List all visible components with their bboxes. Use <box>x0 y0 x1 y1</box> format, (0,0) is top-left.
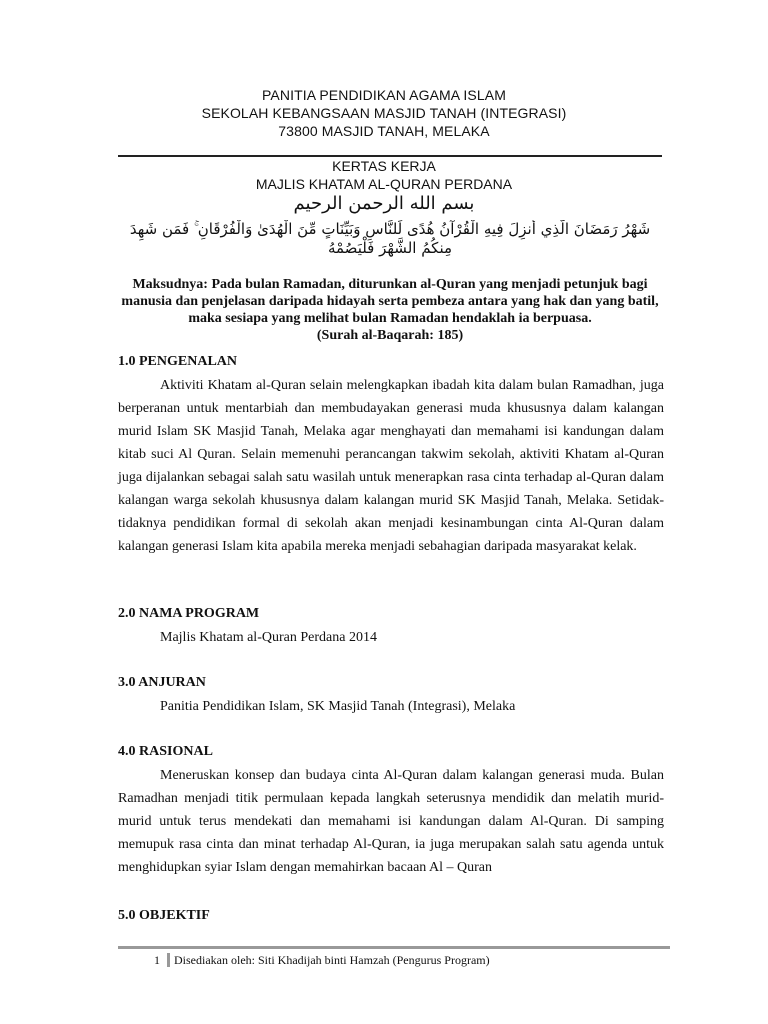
section-2-title: 2.0 NAMA PROGRAM <box>118 606 260 621</box>
section-1-body <box>118 374 664 558</box>
section-2-text: Majlis Khatam al-Quran Perdana 2014 <box>160 630 377 645</box>
page-number: 1 <box>154 953 160 967</box>
header-panel-name: PANITIA PENDIDIKAN AGAMA ISLAM <box>262 87 506 103</box>
footer-prepared-by: Disediakan oleh: Siti Khadijah binti Hamzah (Pengurus Program) <box>174 953 490 967</box>
meaning-line-2: manusia dan penjelasan daripada hidayah serta pembeza antara yang hak dan yang batil, <box>121 294 659 309</box>
section-5-title: 5.0 OBJEKTIF <box>118 908 210 923</box>
section-1-title: 1.0 PENGENALAN <box>118 354 238 369</box>
section-4-body <box>118 764 664 879</box>
section-4-title: 4.0 RASIONAL <box>118 744 213 759</box>
school-header <box>0 86 768 140</box>
meaning-line-1: Maksudnya: Pada bulan Ramadan, diturunkan al-Quran yang menjadi petunjuk bagi <box>132 277 648 292</box>
verse-meaning <box>112 276 668 344</box>
verse-reference: (Surah al-Baqarah: 185) <box>316 328 464 343</box>
footer-divider <box>118 946 670 949</box>
header-school-name: SEKOLAH KEBANGSAAN MASJID TANAH (INTEGRASI) <box>201 105 567 121</box>
paper-subtitle: MAJLIS KHATAM AL-QURAN PERDANA <box>255 176 513 192</box>
basmala: بسم الله الرحمن الرحيم <box>293 193 475 214</box>
quran-verse: شَهْرُ رَمَضَانَ الَّذِي أُنزِلَ فِيهِ الْقُرْآنُ هُدًى لِّلنَّاسِ وَبَيِّنَاتٍ مِّنَ الْهُدَىٰ وَالْفُرْقَانِ ۚ فَمَن شَهِدَ مِنكُمُ الشَّهْرَ فَلْيَصُمْهُ <box>129 220 651 257</box>
meaning-line-3: maka sesiapa yang melihat bulan Ramadan hendaklah ia berpuasa. <box>188 311 592 326</box>
section-4-text: Meneruskan konsep dan budaya cinta Al-Quran dalam kalangan generasi muda. Bulan Ramadhan menjadi titik permulaan kepada langkah seterusnya mendidik dan melatih murid-murid untuk terus mendekati dan memahami isi kandungan dalam Al-Quran. Di samping memupuk rasa cinta dan minat terhadap Al-Quran, ia juga merupakan salah satu agenda untuk menghidupkan syiar Islam dengan memahirkan bacaan Al – Quran <box>118 768 664 875</box>
footer-separator <box>167 953 170 967</box>
paper-title: KERTAS KERJA <box>332 158 436 174</box>
section-3-title: 3.0 ANJURAN <box>118 675 206 690</box>
paper-title-block <box>0 157 768 193</box>
page-footer <box>118 952 670 968</box>
section-1-text: Aktiviti Khatam al-Quran selain melengkapkan ibadah kita dalam bulan Ramadhan, juga berperanan untuk mentarbiah dan membudayakan generasi muda khususnya dalam kalangan murid Islam SK Masjid Tanah, Melaka agar menghayati dan memahami isi kandungan dalam kitab suci Al Quran. Selain memenuhi perancangan takwim sekolah, aktiviti Khatam al-Quran juga dijalankan sebagai salah satu wasilah untuk menerapkan rasa cinta terhadap al-Quran dalam kalangan warga sekolah khususnya dalam kalangan murid SK Masjid Tanah, Melaka. Setidak-tidaknya pendidikan formal di sekolah akan menjadi kesinambungan cinta Al-Quran dalam kalangan generasi Islam kita apabila mereka menjadi sebahagian daripada masyarakat kelak. <box>118 378 664 554</box>
header-address: 73800 MASJID TANAH, MELAKA <box>278 123 490 139</box>
section-3-text: Panitia Pendidikan Islam, SK Masjid Tanah (Integrasi), Melaka <box>160 699 516 714</box>
